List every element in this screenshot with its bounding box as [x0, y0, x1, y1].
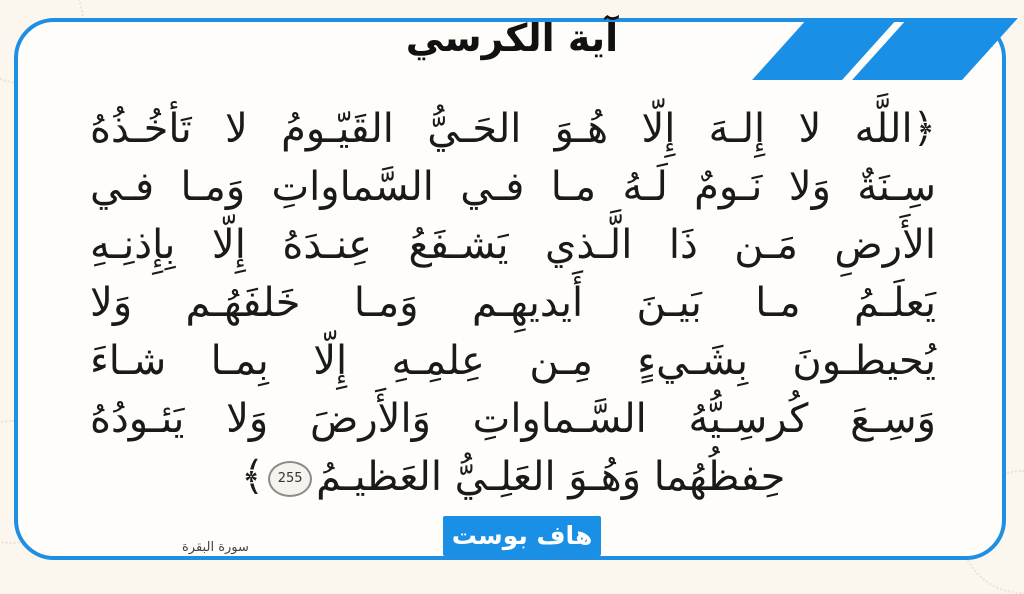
- verse-text: [90, 100, 936, 506]
- verse-close-bracket: ﴾: [240, 454, 265, 500]
- verse-line-1: ﴿اللَّه لا إِلـهَ إِلّا هُـوَ الحَـيُّ القَيّـومُ لا تَأخُـذُهُ: [90, 106, 936, 152]
- ayah-number-marker: 255: [268, 461, 312, 497]
- verse-line-6: وَسِـعَ كُرسِـيُّهُ السَّـماواتِ وَالأَرضَ وَلا يَئـودُهُ: [90, 396, 936, 442]
- page-title: آية الكرسي: [405, 16, 619, 60]
- brand-logo: هاف بوست: [443, 516, 601, 556]
- verse-line-4: يَعلَـمُ مـا بَيـنَ أَيديهِـم وَمـا خَلفَهُـم وَلا: [90, 280, 936, 326]
- verse-line-5: يُحيطـونَ بِشَـيءٍ مِـن عِلمِـهِ إِلّا بِمـا شـاءَ: [90, 338, 936, 384]
- surah-name: سورة البقرة: [182, 540, 249, 555]
- verse-line-2: سِـنَةٌ وَلا نَـومٌ لَـهُ مـا فـي السَّماواتِ وَمـا فـي: [90, 164, 936, 210]
- verse-line-3: الأَرضِ مَـن ذَا الَّـذي يَشـفَعُ عِنـدَهُ إِلّا بِإِذنِـهِ: [90, 222, 936, 268]
- verse-open-bracket: ﴿: [912, 106, 936, 152]
- verse-line-7: حِفظُهُما وَهُـوَ العَلِـيُّ العَظيـمُ255﴾: [240, 454, 786, 500]
